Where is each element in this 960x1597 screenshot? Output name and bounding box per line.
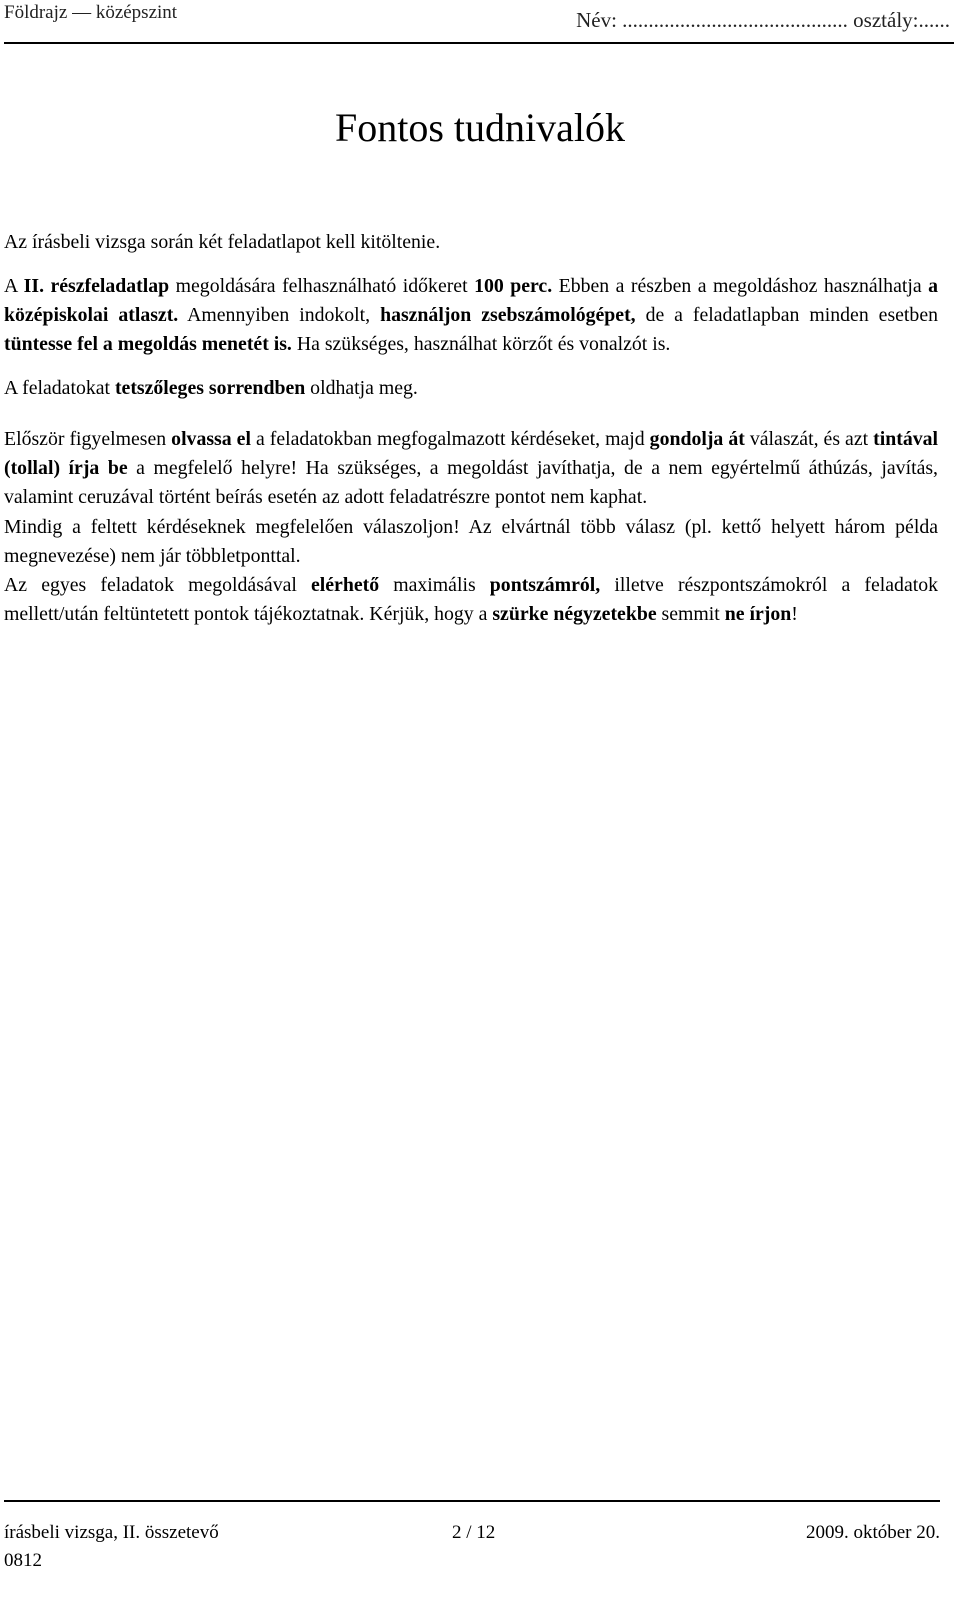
paragraph-time-tools: A II. részfeladatlap megoldására felhasználható időkeret 100 perc. Ebben a részben a megoldáshoz használhatja a középiskolai atlaszt. Amennyiben indokolt, használjon zsebszámológépet, de a feladatlapban minden esetben tüntesse fel a megoldás menetét is. Ha szükséges, használhat körzőt és vonalzót is. (4, 274, 938, 356)
subject-label: Földrajz — középszint (4, 2, 178, 23)
paragraph-scoring: Az egyes feladatok megoldásával elérhető maximális pontszámról, illetve részpontszámokról a feladatok mellett/után feltüntetett pontok tájékoztatnak. Kérjük, hogy a szürke négyzetekbe semmit ne írjon! (4, 574, 939, 626)
exam-label: írásbeli vizsga, II. összetevő (4, 1522, 219, 1543)
instructions (4, 228, 938, 629)
page-header (4, 0, 954, 44)
paragraph-answers: Mindig a feltett kérdéseknek megfelelően válaszoljon! Az elvártnál több válasz (pl. kettő helyett három példa megnevezése) nem jár többletponttal. (4, 515, 938, 567)
paragraph-sheets: Az írásbeli vizsga során két feladatlapot kell kitöltenie. (4, 231, 441, 253)
exam-date: 2009. október 20. (805, 1522, 940, 1543)
page-number: 2 / 12 (452, 1522, 496, 1543)
paragraph-order: A feladatokat tetszőleges sorrendben oldhatja meg. (4, 376, 418, 399)
page-title: Fontos tudnivalók (334, 105, 626, 150)
name-class-field: Név: ........................................... osztály:...... (576, 8, 950, 32)
page-footer (4, 1500, 940, 1571)
paragraph-reading: Először figyelmesen olvassa el a feladatokban megfogalmazott kérdéseket, majd gondolja át válaszát, és azt tintával (tollal) írja be a megfelelő helyre! Ha szükséges, a megoldást javíthatja, de a nem egyértelmű áthúzás, javítás, valamint ceruzával történt beírás esetén az adott feladatrészre pontot nem kaphat. (4, 428, 938, 509)
exam-code: 0812 (4, 1550, 42, 1571)
